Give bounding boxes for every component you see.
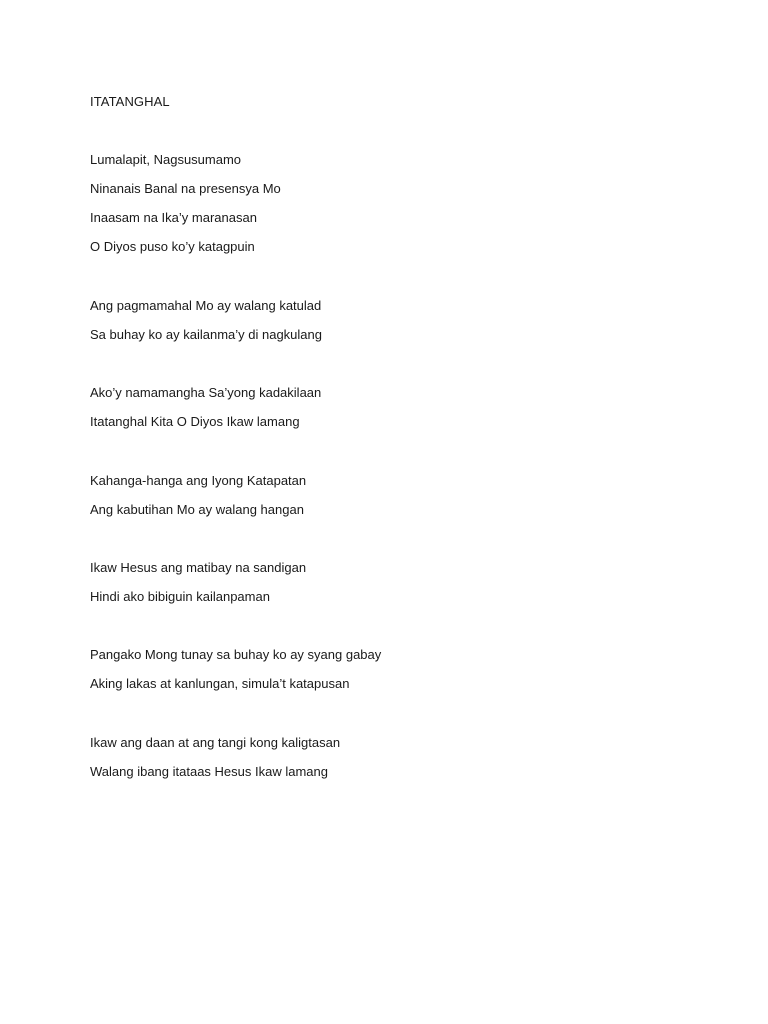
lyric-line: Lumalapit, Nagsusumamo [90, 152, 242, 167]
lyric-line: Ikaw ang daan at ang tangi kong kaligtasan [90, 735, 341, 750]
stanza-5 [90, 560, 306, 618]
stanza-1 [90, 152, 281, 268]
lyric-line: Sa buhay ko ay kailanma’y di nagkulang [90, 327, 322, 342]
lyric-line: Ang kabutihan Mo ay walang hangan [90, 502, 304, 517]
stanza-3 [90, 385, 321, 443]
lyric-line: Ang pagmamahal Mo ay walang katulad [90, 298, 322, 313]
lyric-line: Itatanghal Kita O Diyos Ikaw lamang [90, 414, 300, 429]
lyric-line: Ako’y namamangha Sa’yong kadakilaan [90, 385, 322, 400]
lyric-line: Walang ibang itataas Hesus Ikaw lamang [90, 764, 328, 779]
stanza-2 [90, 298, 322, 356]
lyric-line: Pangako Mong tunay sa buhay ko ay syang gabay [90, 647, 382, 662]
lyric-line: Ikaw Hesus ang matibay na sandigan [90, 560, 307, 575]
lyric-line: Ninanais Banal na presensya Mo [90, 181, 281, 196]
lyric-line: Aking lakas at kanlungan, simula’t katapusan [90, 676, 350, 691]
lyric-line: Hindi ako bibiguin kailanpaman [90, 589, 270, 604]
stanza-7 [90, 735, 340, 793]
stanza-4 [90, 473, 306, 531]
lyric-line: Inaasam na Ika’y maranasan [90, 210, 257, 225]
stanza-6 [90, 647, 381, 705]
song-title: ITATANGHAL [90, 94, 170, 109]
lyric-line: O Diyos puso ko’y katagpuin [90, 239, 255, 254]
lyric-line: Kahanga-hanga ang Iyong Katapatan [90, 473, 307, 488]
